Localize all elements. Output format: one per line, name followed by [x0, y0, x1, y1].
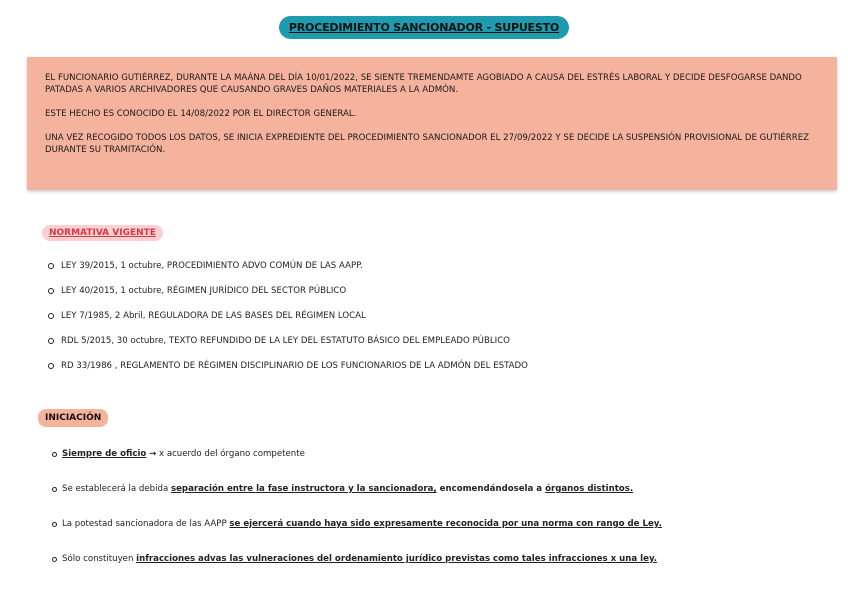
organos-bold: órganos distintos. [545, 484, 634, 494]
separacion-mid: encomendándosela a [436, 484, 546, 494]
infracciones-pre: Sólo constituyen [62, 554, 137, 564]
arrow-icon: → [149, 449, 157, 459]
iniciacion-item-infracciones [52, 551, 662, 586]
normativa-item: RDL 5/2015, 30 octubre, TEXTO REFUNDIDO DE LA LEY DEL ESTATUTO BÁSICO DEL EMPLEADO PÚBLICO [48, 333, 528, 358]
case-description-box [27, 57, 837, 190]
normativa-list [48, 258, 528, 383]
normativa-item: RD 33/1986 , REGLAMENTO DE RÉGIMEN DISCIPLINARIO DE LOS FUNCIONARIOS DE LA ADMÓN DEL ESTADO [48, 358, 528, 383]
separacion-bold: separación entre la fase instructora y la sancionadora, [170, 484, 437, 494]
normativa-item: LEY 40/2015, 1 octubre, RÉGIMEN JURÍDICO DEL SECTOR PÚBLICO [48, 283, 528, 308]
oficio-rest: x acuerdo del órgano competente [156, 449, 305, 459]
case-paragraph-1: EL FUNCIONARIO GUTIÉRREZ, DURANTE LA MAÁNA DEL DÍA 10/01/2022, SE SIENTE TREMENDAMTE AGOBIADO A CAUSA DEL ESTRÉS LABORAL Y DECIDE DESFOGARSE DANDO PATADAS A VARIOS ARCHIVADORES QUE CAUSANDO GRAVES DAÑOS MATERIALES A LA ADMÓN. [45, 73, 802, 95]
potestad-bold: se ejercerá cuando haya sido expresamente reconocida por una norma con rango de Ley. [229, 519, 662, 529]
page-title: PROCEDIMIENTO SANCIONADOR - SUPUESTO [279, 16, 569, 39]
infracciones-bold: infracciones advas las vulneraciones del ordenamiento jurídico previstas como tales infracciones x una ley. [136, 554, 658, 564]
normativa-item: LEY 39/2015, 1 octubre, PROCEDIMIENTO ADVO COMÚN DE LAS AAPP. [48, 258, 528, 283]
oficio-bold: Siempre de oficio [62, 449, 147, 459]
separacion-pre: Se establecerá la debida [62, 484, 171, 494]
case-paragraph-2: ESTE HECHO ES CONOCIDO EL 14/08/2022 POR EL DIRECTOR GENERAL. [45, 109, 357, 119]
iniciacion-item-separacion [52, 481, 662, 516]
normativa-heading: NORMATIVA VIGENTE [42, 225, 163, 241]
title-container [0, 16, 848, 39]
case-paragraph-3: UNA VEZ RECOGIDO TODOS LOS DATOS, SE INICIA EXPREDIENTE DEL PROCEDIMIENTO SANCIONADOR EL 27/09/2022 Y SE DECIDE LA SUSPENSIÓN PROVISIONAL DE GUTIÉRREZ DURANTE SU TRAMITACIÓN. [45, 133, 810, 155]
iniciacion-list [52, 446, 662, 586]
iniciacion-item-oficio [52, 446, 662, 481]
normativa-item: LEY 7/1985, 2 Abril, REGULADORA DE LAS BASES DEL RÉGIMEN LOCAL [48, 308, 528, 333]
iniciacion-heading: INICIACIÓN [38, 409, 108, 427]
potestad-pre: La potestad sancionadora de las AAPP [62, 519, 230, 529]
iniciacion-item-potestad [52, 516, 662, 551]
